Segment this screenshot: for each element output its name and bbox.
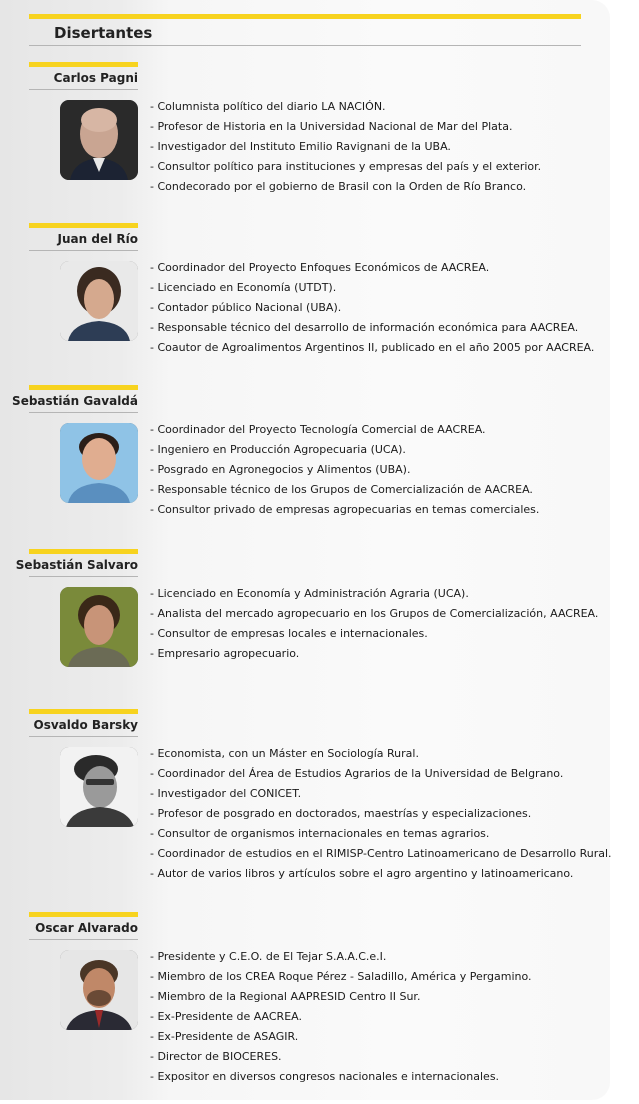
bio-item: - Profesor de Historia en la Universidad Nacional de Mar del Plata. [150,120,513,133]
bio-item: - Responsable técnico de los Grupos de Comercialización de AACREA. [150,483,533,496]
speaker-portrait-image [60,747,138,827]
bio-item: - Investigador del Instituto Emilio Ravignani de la UBA. [150,140,451,153]
bio-item: - Miembro de la Regional AAPRESID Centro II Sur. [150,990,421,1003]
header-divider [29,45,581,46]
bio-item: - Responsable técnico del desarrollo de información económica para AACREA. [150,321,579,334]
speaker-portrait-image [60,423,138,503]
bio-item: - Consultor de empresas locales e internacionales. [150,627,428,640]
bio-item: - Ingeniero en Producción Agropecuaria (UCA). [150,443,406,456]
speaker-bio-list [150,947,532,1087]
bio-item: - Investigador del CONICET. [150,787,302,800]
speaker-divider [29,736,138,737]
bio-item: - Ex-Presidente de ASAGIR. [150,1030,299,1043]
speaker-photo [60,950,138,1030]
speaker-accent-bar [29,385,138,390]
bio-item: - Consultor privado de empresas agropecuarias en temas comerciales. [150,503,540,516]
speaker-portrait-image [60,100,138,180]
bio-item: - Expositor en diversos congresos nacionales e internacionales. [150,1070,500,1083]
speaker-divider [29,576,138,577]
speaker-bio-list [150,97,541,197]
speaker-photo [60,100,138,180]
bio-item: - Ex-Presidente de AACREA. [150,1010,302,1023]
header-accent-bar [29,14,581,19]
speaker-photo [60,261,138,341]
bio-item: - Consultor político para instituciones y empresas del país y el exterior. [150,160,542,173]
speaker-portrait-image [60,950,138,1030]
bio-item: - Autor de varios libros y artículos sobre el agro argentino y latinoamericano. [150,867,574,880]
bio-item: - Coordinador del Proyecto Tecnología Comercial de AACREA. [150,423,486,436]
bio-item: - Coordinador del Área de Estudios Agrarios de la Universidad de Belgrano. [150,767,564,780]
speaker-bio-list [150,420,539,520]
speaker-name: Osvaldo Barsky [33,718,138,732]
speaker-name: Carlos Pagni [53,71,138,85]
section-title: Disertantes [54,24,153,42]
bio-item: - Analista del mercado agropecuario en los Grupos de Comercialización, AACREA. [150,607,599,620]
speaker-photo [60,747,138,827]
speaker-accent-bar [29,223,138,228]
speaker-portrait-image [60,261,138,341]
bio-item: - Miembro de los CREA Roque Pérez - Saladillo, América y Pergamino. [150,970,532,983]
speaker-bio-list [150,258,594,358]
speaker-bio-list [150,744,612,884]
bio-item: - Posgrado en Agronegocios y Alimentos (UBA). [150,463,411,476]
speaker-photo [60,423,138,503]
speaker-name: Juan del Río [57,232,138,246]
bio-item: - Coordinador del Proyecto Enfoques Económicos de AACREA. [150,261,490,274]
bio-item: - Coordinador de estudios en el RIMISP-Centro Latinoamericano de Desarrollo Rural. [150,847,612,860]
bio-item: - Empresario agropecuario. [150,647,300,660]
speaker-name: Sebastián Gavaldá [12,394,138,408]
bio-item: - Profesor de posgrado en doctorados, maestrías y especializaciones. [150,807,532,820]
speaker-accent-bar [29,62,138,67]
bio-item: - Economista, con un Máster en Sociología Rural. [150,747,419,760]
speaker-divider [29,939,138,940]
speaker-divider [29,250,138,251]
speaker-divider [29,412,138,413]
speaker-accent-bar [29,709,138,714]
bio-item: - Consultor de organismos internacionales en temas agrarios. [150,827,490,840]
speaker-accent-bar [29,549,138,554]
speaker-bio-list [150,584,598,664]
speaker-accent-bar [29,912,138,917]
bio-item: - Condecorado por el gobierno de Brasil con la Orden de Río Branco. [150,180,527,193]
speaker-name: Sebastián Salvaro [15,558,138,572]
bio-item: - Contador público Nacional (UBA). [150,301,342,314]
bio-item: - Director de BIOCERES. [150,1050,282,1063]
speaker-divider [29,89,138,90]
bio-item: - Coautor de Agroalimentos Argentinos II, publicado en el año 2005 por AACREA. [150,341,595,354]
speaker-photo [60,587,138,667]
bio-item: - Columnista político del diario LA NACIÓN. [150,100,386,113]
speaker-portrait-image [60,587,138,667]
bio-item: - Licenciado en Economía (UTDT). [150,281,337,294]
bio-item: - Presidente y C.E.O. de El Tejar S.A.A.C.e.I. [150,950,387,963]
bio-item: - Licenciado en Economía y Administración Agraria (UCA). [150,587,469,600]
speaker-name: Oscar Alvarado [35,921,138,935]
